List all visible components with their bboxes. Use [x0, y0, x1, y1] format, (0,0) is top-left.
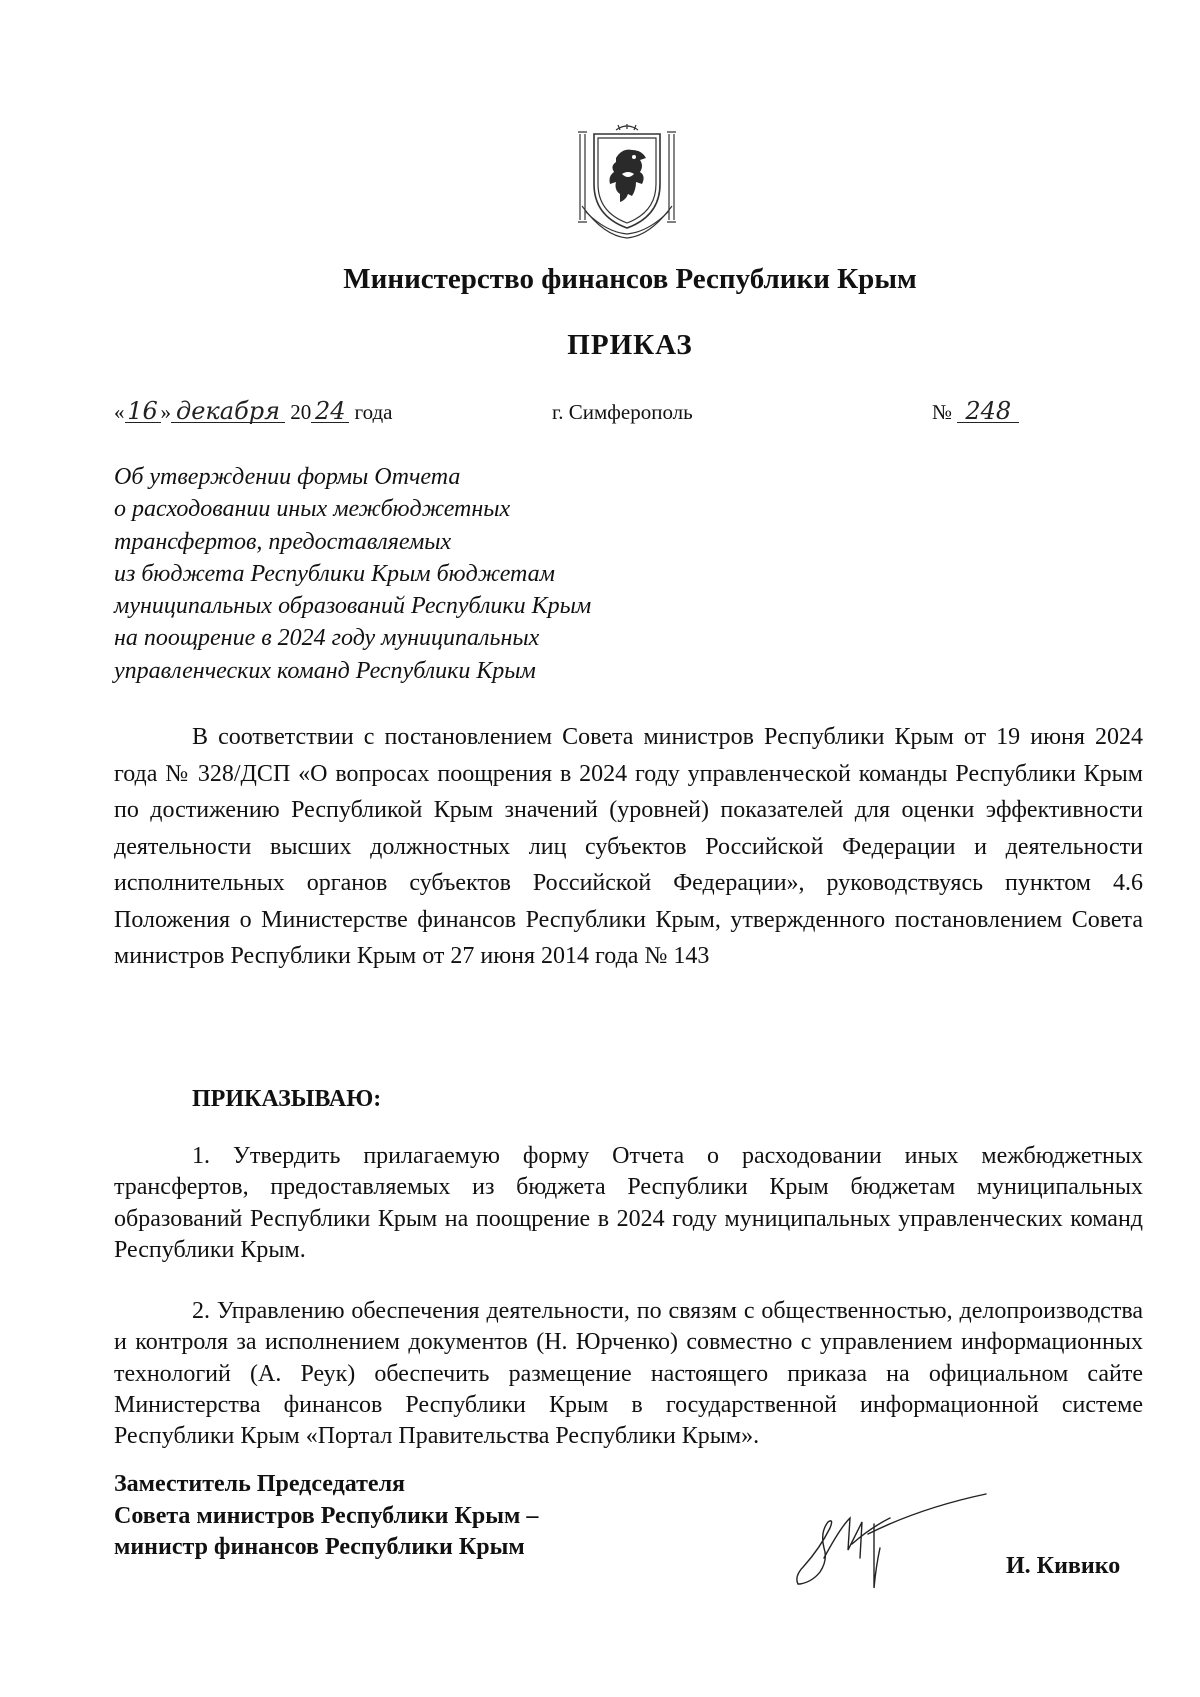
organization-title: Министерство финансов Республики Крым [343, 263, 917, 295]
year-prefix: 20 [290, 400, 312, 424]
subject-line: управленческих команд Республики Крым [114, 657, 536, 684]
crimea-coat-of-arms-icon [576, 124, 678, 240]
order-word: ПРИКАЗЫВАЮ: [192, 1086, 382, 1112]
signatory-name: И. Кивико [1006, 1553, 1121, 1579]
subject-line: о расходовании иных межбюджетных [114, 496, 511, 523]
handwritten-month: декабря [171, 400, 285, 423]
subject-line: Об утверждении формы Отчета [114, 464, 461, 490]
order-date [114, 397, 393, 425]
order-item-1: 1. Утвердить прилагаемую форму Отчета о расходовании иных межбюджетных трансфертов, предоставляемых из бюджета Республики Крым бюджетам муниципальных образований Республики Крым на поощрение в 2024 году муниципальных управленческих команд Республики Крым. [114, 1143, 1143, 1263]
date-close-quote: » [160, 400, 171, 424]
signatory-title-line: министр финансов Республики Крым [114, 1534, 525, 1560]
signatory-title [114, 1469, 538, 1564]
order-item-2: 2. Управлению обеспечения деятельности, по связям с общественностью, делопроизводства и контроля за исполнением документов (Н. Юрченко) совместно с управлением информационных технологий (А. Реук) обеспечить размещение настоящего приказа на официальном сайте Министерства финансов Республики Крым в государственной информационной системе Республики Крым «Портал Правительства Республики Крым». [114, 1298, 1143, 1450]
date-open-quote: « [114, 400, 125, 424]
subject-line: из бюджета Республики Крым бюджетам [114, 560, 555, 587]
handwritten-number: 248 [957, 400, 1019, 423]
preamble-paragraph: В соответствии с постановлением Совета министров Республики Крым от 19 июня 2024 года № 328/ДСП «О вопросах поощрения в 2024 году управленческой команды Республики Крым по достижению Республикой Крым значений (уровней) показателей для оценки эффективности деятельности высших должностных лиц субъектов Российской Федерации и деятельности исполнительных органов субъектов Российской Федерации», руководствуясь пунктом 4.6 Положения о Министерстве финансов Республики Крым, утвержденного постановлением Совета министров Республики Крым от 27 июня 2014 года № 143 [114, 724, 1143, 969]
order-subject [114, 461, 591, 687]
handwritten-day: 16 [125, 400, 161, 423]
subject-line: муниципальных образований Республики Крым [114, 593, 592, 620]
number-label: № [932, 400, 953, 424]
order-city: г. Симферополь [552, 400, 693, 424]
handwritten-signature-icon [790, 1488, 990, 1596]
signatory-title-line: Совета министров Республики Крым – [114, 1502, 539, 1529]
signatory-title-line: Заместитель Председателя [114, 1471, 406, 1497]
order-number [932, 397, 1019, 425]
year-word: года [354, 400, 393, 424]
handwritten-year: 24 [311, 400, 349, 423]
subject-line: на поощрение в 2024 году муниципальных [114, 625, 540, 652]
subject-line: трансфертов, предоставляемых [114, 528, 452, 555]
document-type-heading: ПРИКАЗ [567, 329, 693, 361]
